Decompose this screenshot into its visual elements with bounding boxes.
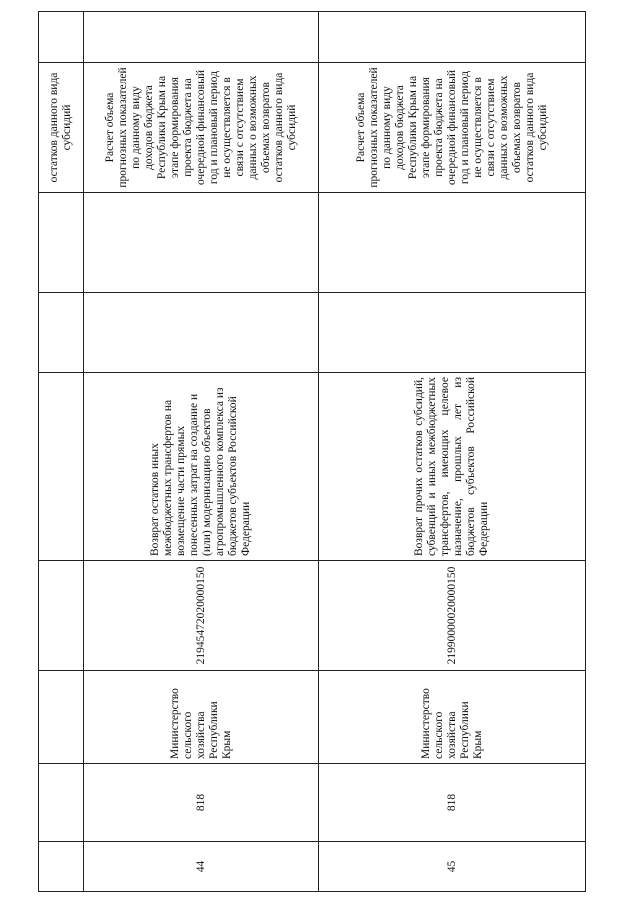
rotated-table-sheet — [38, 12, 576, 892]
admin-code: 818 — [84, 764, 319, 842]
budget-classification-code: 21945472020000150 — [84, 561, 319, 671]
row-number: 45 — [319, 842, 586, 892]
table-row-continuation — [39, 12, 84, 892]
table-row — [84, 12, 319, 892]
organization-name: Министерство сельского хозяйства Республики Крым — [319, 671, 586, 764]
admin-code: 818 — [319, 764, 586, 842]
cell-empty — [39, 193, 84, 293]
row-number: 44 — [84, 842, 319, 892]
table-row — [319, 12, 586, 892]
cell-empty — [39, 293, 84, 373]
cell-empty — [39, 842, 84, 892]
organization-name: Министерство сельского хозяйства Республики Крым — [84, 671, 319, 764]
cell-empty — [84, 293, 319, 373]
cell-empty — [39, 561, 84, 671]
cell-empty — [39, 373, 84, 561]
cell-empty — [39, 764, 84, 842]
cell-empty — [84, 12, 319, 63]
cell-empty — [39, 12, 84, 63]
revenue-name: Возврат остатков иных межбюджетных трансфертов на возмещение части прямых понесенных затрат на создание и (или) модернизацию объектов агропромышленного комплекса из бюджетов субъектов Российской Федерации — [84, 373, 319, 561]
calculation-method: Расчет объема прогнозных показателей по данному виду доходов бюджета Республики Крым на этапе формирования проекта бюджета на очередной финансовый год и плановый период не осуществляется в связи с отсутствием данных о возможных объемах возвратов остатков данного вида субсидий — [84, 63, 319, 193]
cell-empty — [319, 193, 586, 293]
cell-empty — [319, 12, 586, 63]
budget-classification-code: 21990000020000150 — [319, 561, 586, 671]
cell-empty — [39, 671, 84, 764]
cell-empty — [319, 293, 586, 373]
budget-table — [38, 11, 586, 892]
calculation-method: Расчет объема прогнозных показателей по данному виду доходов бюджета Республики Крым на этапе формирования проекта бюджета на очередной финансовый год и плановый период не осуществляется в связи с отсутствием данных о возможных объемах возвратов остатков данного вида субсидий — [319, 63, 586, 193]
cell-empty — [84, 193, 319, 293]
revenue-name: Возврат прочих остатков субсидий, субвенций и иных межбюджетных трансфертов, имеющих целевое назначение, прошлых лет из бюджетов субъектов Российской Федерации — [319, 373, 586, 561]
calc-continuation-text: остатков данного вида субсидий — [39, 63, 84, 193]
